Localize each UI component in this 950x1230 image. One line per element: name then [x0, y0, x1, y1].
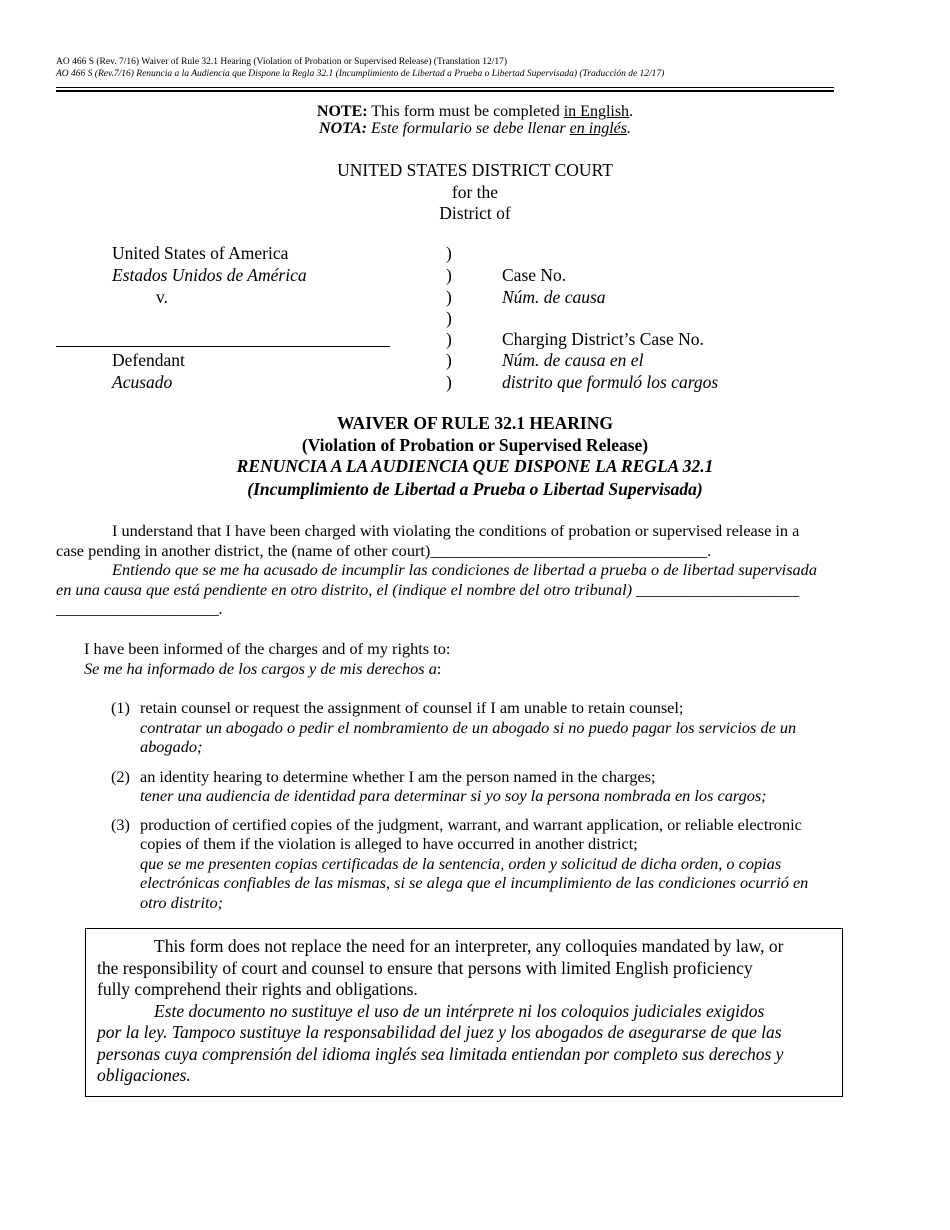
- court-district-of: District of: [439, 203, 511, 223]
- note-es: NOTA: Este formulario se debe llenar en inglés.: [319, 120, 631, 137]
- caption-paren: ): [446, 329, 452, 349]
- defendant-name-line[interactable]: [56, 346, 390, 347]
- notice-en-line2: the responsibility of court and counsel to ensure that persons with limited English proficiency: [97, 958, 753, 978]
- caption-paren: ): [446, 265, 452, 285]
- right-3-es-line2: electrónicas confiables de las mismas, si se alega que el incumplimiento de las condiciones ocurrió en: [140, 873, 809, 892]
- notice-es-line3: personas cuya comprensión del idioma inglés sea limitada entiendan por completo sus derechos y: [97, 1044, 784, 1064]
- notice-en-line3: fully comprehend their rights and obligations.: [97, 979, 418, 999]
- form-number-en: AO 466 S (Rev. 7/16) Waiver of Rule 32.1 Hearing (Violation of Probation or Supervised Release) (Translation 12/17): [56, 57, 508, 67]
- case-no-es: Núm. de causa: [502, 287, 606, 307]
- title-en: WAIVER OF RULE 32.1 HEARING: [337, 413, 613, 433]
- notice-es-line2: por la ley. Tampoco sustituye la responsabilidad del juez y los abogados de asegurarse de que las: [97, 1022, 782, 1042]
- right-2-es: tener una audiencia de identidad para determinar si yo soy la persona nombrada en los cargos;: [140, 786, 767, 805]
- caption-paren: ): [446, 350, 452, 370]
- right-1-number: (1): [111, 698, 130, 717]
- court-for-the: for the: [451, 182, 499, 202]
- charging-case-no-en: Charging District’s Case No.: [502, 329, 704, 349]
- note-underlined-es: en inglés: [569, 120, 627, 137]
- note-en: NOTE: This form must be completed in English.: [316, 103, 634, 120]
- right-1-es-line2: abogado;: [140, 737, 203, 756]
- right-3-en-line2: copies of them if the violation is alleged to have occurred in another district;: [140, 834, 638, 853]
- right-2-en: an identity hearing to determine whether I am the person named in the charges;: [140, 767, 656, 786]
- defendant-en: Defendant: [112, 350, 185, 370]
- notice-es-line4: obligaciones.: [97, 1065, 191, 1085]
- caption-paren: ): [446, 308, 452, 328]
- charging-case-no-es-2: distrito que formuló los cargos: [502, 372, 719, 392]
- note-label-es: NOTA:: [319, 120, 368, 137]
- understand-es-line1: Entiendo que se me ha acusado de incumplir las condiciones de libertad a prueba o de libertad supervisada: [112, 560, 817, 579]
- right-3-es-line3: otro distrito;: [140, 893, 224, 912]
- versus: v.: [156, 287, 168, 307]
- right-2-number: (2): [111, 767, 130, 786]
- plaintiff-es: Estados Unidos de América: [112, 265, 307, 285]
- right-3-en-line1: production of certified copies of the judgment, warrant, and warrant application, or reliable electronic: [140, 815, 802, 834]
- charging-case-no-es-1: Núm. de causa en el: [502, 350, 644, 370]
- right-3-es-line1: que se me presenten copias certificadas de la sentencia, orden y solicitud de dicha orden, o copias: [140, 854, 782, 873]
- understand-en-line2[interactable]: case pending in another district, the (name of other court)__________________________________.: [56, 541, 712, 560]
- informed-en: I have been informed of the charges and of my rights to:: [84, 639, 451, 658]
- understand-es-line2[interactable]: en una causa que está pendiente en otro distrito, el (indique el nombre del otro tribunal) ____________________: [56, 580, 799, 599]
- note-underlined-en: in English: [563, 103, 630, 120]
- right-3-number: (3): [111, 815, 130, 834]
- note-label-en: NOTE:: [316, 103, 368, 120]
- title-es: RENUNCIA A LA AUDIENCIA QUE DISPONE LA REGLA 32.1: [236, 456, 714, 476]
- form-number-es: AO 466 S (Rev.7/16) Renuncia a la Audiencia que Dispone la Regla 32.1 (Incumplimiento de Libertad a Prueba o Libertad Supervisada) (Traducción de 12/17): [56, 69, 665, 79]
- right-1-es-line1: contratar un abogado o pedir el nombramiento de un abogado si no puedo pagar los servicios de un: [140, 718, 797, 737]
- case-no-en: Case No.: [502, 265, 567, 285]
- court-name: UNITED STATES DISTRICT COURT: [337, 160, 613, 180]
- header-rule-thick: [56, 90, 834, 92]
- plaintiff-en: United States of America: [112, 243, 289, 263]
- right-1-en: retain counsel or request the assignment of counsel if I am unable to retain counsel;: [140, 698, 684, 717]
- header-rule-thin: [56, 87, 834, 88]
- defendant-es: Acusado: [112, 372, 173, 392]
- understand-es-line3[interactable]: ____________________.: [56, 599, 223, 618]
- subtitle-es: (Incumplimiento de Libertad a Prueba o Libertad Supervisada): [247, 479, 703, 499]
- subtitle-en: (Violation of Probation or Supervised Release): [301, 435, 649, 455]
- caption-paren: ): [446, 287, 452, 307]
- notice-en-line1: This form does not replace the need for an interpreter, any colloquies mandated by law, or: [154, 936, 784, 956]
- caption-paren: ): [446, 372, 452, 392]
- understand-en-line1: I understand that I have been charged with violating the conditions of probation or supervised release in a: [112, 521, 800, 540]
- informed-es: Se me ha informado de los cargos y de mis derechos a:: [84, 659, 442, 678]
- notice-es-line1: Este documento no sustituye el uso de un intérprete ni los coloquios judiciales exigidos: [154, 1001, 765, 1021]
- caption-paren: ): [446, 243, 452, 263]
